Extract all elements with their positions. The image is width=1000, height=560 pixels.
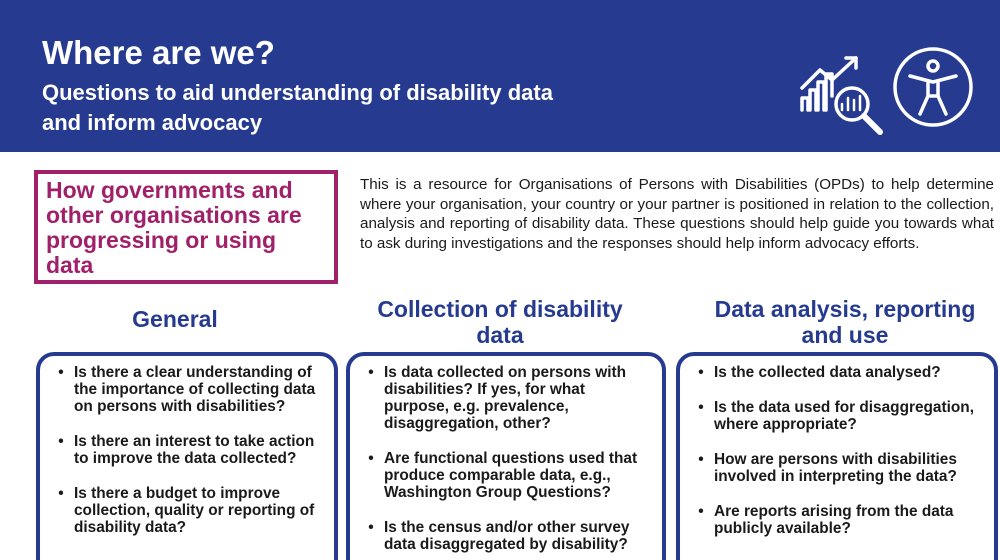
callout-box — [34, 170, 338, 284]
column-title-collection: Collection of disability data — [377, 296, 623, 348]
list-item — [364, 519, 652, 553]
bullet-icon: • — [368, 519, 374, 536]
question-text: Are reports arising from the data publicly available? — [714, 503, 954, 537]
question-text: Is data collected on persons with disabilities? If yes, for what purpose, e.g. prevalence, disaggregation, other? — [384, 364, 627, 432]
bullet-icon: • — [58, 485, 64, 502]
callout-heading: How governments and other organisations are progressing or using data — [46, 177, 302, 278]
question-text: Is there a clear understanding of the importance of collecting data on persons with disabilities? — [74, 364, 316, 415]
question-list — [694, 364, 984, 537]
chart-magnifier-icon — [796, 52, 888, 138]
page-subtitle: Questions to aid understanding of disability data and inform advocacy — [42, 80, 553, 135]
question-text: Are functional questions used that produce comparable data, e.g., Washington Group Questions? — [384, 450, 638, 501]
list-item — [694, 451, 984, 485]
list-item — [694, 503, 984, 537]
column-title-analysis: Data analysis, reporting and use — [714, 296, 976, 348]
list-item — [54, 364, 324, 415]
bullet-icon: • — [368, 364, 374, 381]
bullet-icon: • — [698, 364, 704, 381]
list-item — [54, 433, 324, 467]
question-text: Is the collected data analysed? — [714, 364, 941, 381]
column-box-general — [36, 352, 338, 560]
bullet-icon: • — [58, 433, 64, 450]
question-text: How are persons with disabilities involved in interpreting the data? — [714, 451, 957, 485]
list-item — [54, 485, 324, 536]
column-title-general: General — [132, 306, 218, 332]
page-title: Where are we? — [42, 34, 275, 71]
question-text: Is there a budget to improve collection, quality or reporting of disability data? — [74, 485, 315, 536]
column-box-analysis — [676, 352, 998, 560]
question-text: Is there an interest to take action to improve the data collected? — [74, 433, 315, 467]
list-item — [364, 450, 652, 501]
question-text: Is the census and/or other survey data disaggregated by disability? — [384, 519, 630, 553]
column-box-collection — [346, 352, 666, 560]
bullet-icon: • — [698, 503, 704, 520]
question-list — [54, 364, 324, 536]
list-item — [694, 364, 984, 381]
list-item — [694, 399, 984, 433]
header-banner — [0, 0, 1000, 152]
intro-paragraph: This is a resource for Organisations of Persons with Disabilities (OPDs) to help determine where your organisation, your country or your partner is positioned in relation to the collection, analysis and reporting of disability data. These questions should help guide you towards what to ask during investigations and the responses should help inform advocacy efforts. — [360, 176, 994, 252]
question-text: Is the data used for disaggregation, where appropriate? — [714, 399, 974, 433]
question-list — [364, 364, 652, 553]
bullet-icon: • — [698, 451, 704, 468]
bullet-icon: • — [698, 399, 704, 416]
list-item — [364, 364, 652, 432]
bullet-icon: • — [368, 450, 374, 467]
bullet-icon: • — [58, 364, 64, 381]
accessibility-person-icon — [890, 44, 976, 130]
